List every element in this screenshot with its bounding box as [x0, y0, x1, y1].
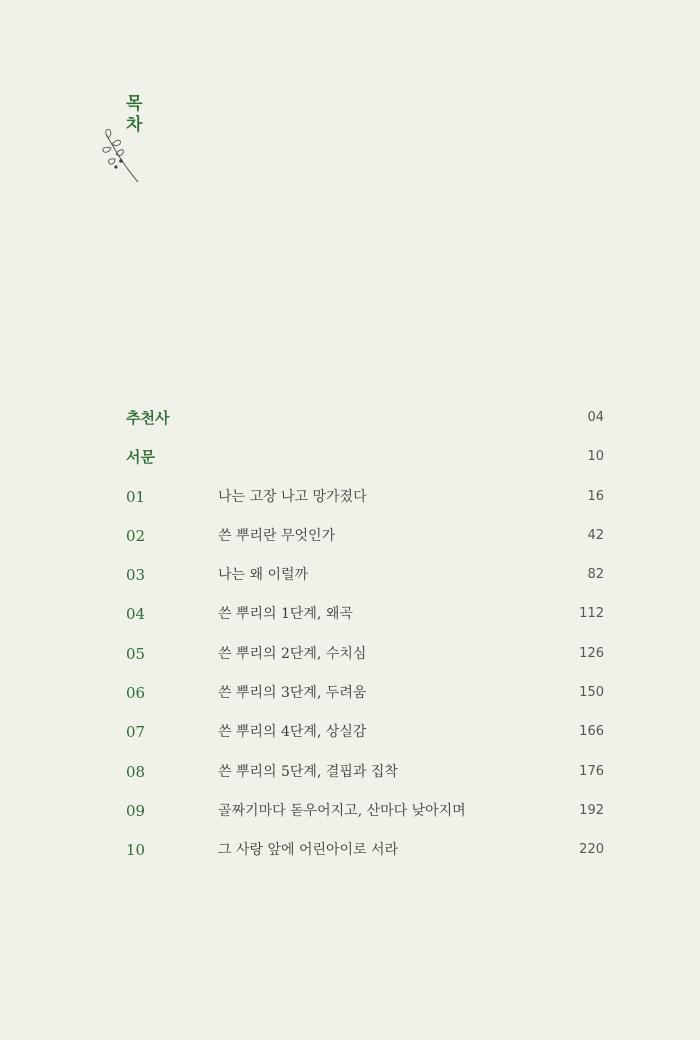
toc-page-number: 04 — [587, 410, 604, 425]
toc-chapter-title: 골짜기마다 돋우어지고, 산마다 낮아지며 — [218, 802, 466, 819]
toc-chapter-title: 그 사랑 앞에 어린아이로 서라 — [218, 842, 399, 859]
toc-item-04[interactable] — [126, 600, 604, 639]
toc-number: 03 — [126, 566, 146, 585]
toc-chapter-title: 쓴 뿌리의 5단계, 결핍과 집착 — [218, 763, 398, 780]
leaf-sprig-icon — [98, 128, 142, 184]
toc-number: 04 — [126, 605, 146, 624]
toc-number: 06 — [126, 684, 146, 703]
toc-page-number: 192 — [579, 802, 604, 818]
toc-number: 추천사 — [126, 409, 170, 427]
toc-chapter-title: 쓴 뿌리의 4단계, 상실감 — [218, 724, 367, 741]
toc-item-08[interactable] — [126, 758, 604, 797]
toc-number: 10 — [126, 841, 146, 860]
toc-page-number: 166 — [579, 724, 604, 740]
toc-page-number: 112 — [579, 606, 604, 622]
toc-page-number: 126 — [579, 645, 604, 661]
toc-chapter-title: 나는 고장 나고 망가졌다 — [218, 488, 367, 505]
toc-number: 서문 — [126, 448, 155, 467]
toc-chapter-title: 쓴 뿌리란 무엇인가 — [218, 527, 336, 544]
toc-page-number: 16 — [587, 488, 604, 504]
toc-item-recommendation[interactable] — [126, 404, 604, 443]
toc-number: 09 — [126, 801, 146, 820]
toc-item-07[interactable] — [126, 718, 604, 757]
table-of-contents — [126, 404, 604, 876]
toc-item-02[interactable] — [126, 522, 604, 561]
toc-number: 07 — [126, 723, 146, 742]
toc-page-number: 150 — [579, 685, 604, 701]
toc-number: 05 — [126, 644, 146, 663]
toc-page-number: 82 — [587, 567, 604, 583]
page-title-line-1: 목 — [126, 94, 143, 114]
toc-item-03[interactable] — [126, 561, 604, 600]
toc-item-01[interactable] — [126, 483, 604, 522]
toc-page-number: 176 — [579, 763, 604, 779]
toc-page-number: 10 — [587, 449, 604, 465]
toc-number: 02 — [126, 526, 146, 545]
page-title-line-2: 차 — [126, 115, 143, 135]
toc-item-09[interactable] — [126, 797, 604, 836]
toc-chapter-title: 쓴 뿌리의 2단계, 수치심 — [218, 645, 367, 662]
toc-chapter-title: 쓴 뿌리의 1단계, 왜곡 — [218, 606, 353, 623]
toc-item-preface[interactable] — [126, 443, 604, 482]
toc-number: 01 — [126, 487, 146, 506]
toc-item-10[interactable] — [126, 836, 604, 875]
toc-chapter-title: 쓴 뿌리의 3단계, 두려움 — [218, 685, 367, 702]
toc-item-05[interactable] — [126, 640, 604, 679]
toc-number: 08 — [126, 762, 146, 781]
toc-chapter-title: 나는 왜 이럴까 — [218, 567, 309, 584]
toc-page-number: 42 — [587, 527, 604, 543]
toc-page-number: 220 — [579, 842, 604, 858]
toc-item-06[interactable] — [126, 679, 604, 718]
